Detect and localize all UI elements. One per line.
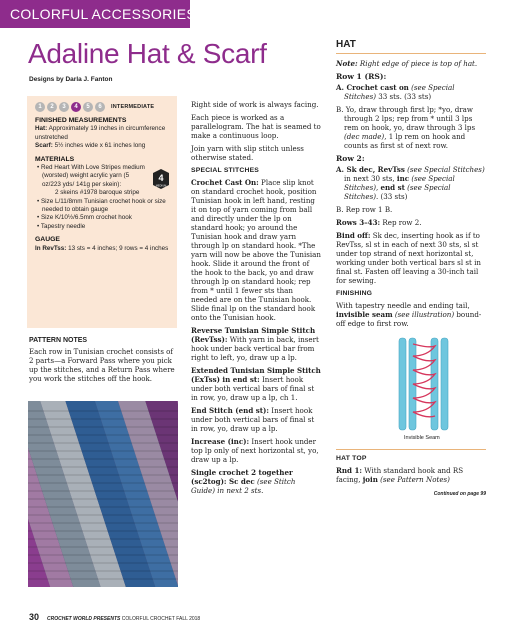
yarn-weight-icon: [151, 168, 171, 190]
pattern-notes: [29, 336, 177, 384]
materials-heading: MATERIALS: [35, 155, 75, 163]
skill-dot: 3: [59, 102, 69, 112]
intro-text: Join yarn with slip stitch unless otherwise stated.: [191, 144, 304, 162]
skill-dot-active: 4: [71, 102, 81, 112]
page-number: 30: [29, 612, 40, 622]
gauge-heading: GAUGE: [35, 236, 60, 244]
skill-dot: 5: [83, 102, 93, 112]
continued-note: Continued on page 99: [433, 491, 486, 497]
row2-step-b: B. Rep row 1 B.: [336, 205, 393, 214]
intro-text: Each piece is worked as a parallelogram. The hat is seamed to make a continuous loop.: [191, 113, 321, 140]
stitch-def: Extended Tunisian Simple Stitch (ExTss) in end st: Insert hook under both vertical bars of final st in row, yo, draw up a lp, ch 1.: [191, 366, 321, 402]
hat-heading: HAT: [336, 40, 486, 54]
scarf-photo: [28, 401, 178, 587]
stitch-def: Single crochet 2 together (sc2tog): Sc dec (see Stitch Guide) in next 2 sts.: [191, 468, 296, 495]
stitch-def: Increase (inc): Insert hook under top lp only of next horizontal st, yo, draw up a lp.: [191, 437, 319, 464]
stitch-def: Reverse Tunisian Simple Stitch (RevTss): With yarn in back, insert hook under back vertical bar from right to left, yo, draw up a lp.: [191, 326, 319, 362]
info-sidebar: [27, 96, 177, 328]
special-stitches-heading: SPECIAL STITCHES: [191, 167, 260, 174]
material-item: • Size L/11/8mm Tunisian crochet hook or size needed to obtain gauge: [37, 197, 166, 214]
skill-dot: 6: [95, 102, 105, 112]
intro-text: Right side of work is always facing.: [191, 100, 319, 109]
stitch-def: Crochet Cast On: Place slip knot on standard crochet hook, position Tunisian hook in left hand, resting it on top of yarn coming from ball and directly under the lp on standard hook; yo around the Tunisian hook and draw yarn through lp on standard hook. *The yarn will now be above the Tunisian hook. Slide it around the front of the hook to the back, yo and draw through lp on standard hook; rep from * until 1 fewer sts than needed are on the Tunisian hook. Slide final lp on the standard hook onto the Tunisian hook.: [191, 178, 321, 322]
row1-step-b: B. Yo, draw through first lp; *yo, draw through 2 lps; rep from * until 3 lps rem on hook, yo, draw through 3 lps (dec made), 1 lp rem on hook and counts as first st of next row.: [336, 105, 476, 150]
finished-heading: FINISHED MEASUREMENTS: [35, 117, 127, 124]
divider: [336, 449, 486, 450]
skill-level: [35, 102, 171, 112]
svg-text:4: 4: [158, 173, 164, 184]
bind-off: Bind off: Sk dec, inserting hook as if to RevTss, sl st in each of next 30 sts, sl st under top strand of next horizontal st, working under both vertical bars sl st in final st. Fasten off leaving a 30-inch tail for sewing.: [336, 231, 481, 285]
hat-note: Note: Right edge of piece is top of hat.: [336, 59, 478, 68]
invisible-seam-illustration: [391, 336, 461, 432]
pattern-notes-heading: PATTERN NOTES: [29, 337, 88, 344]
material-item: 2 skeins #1978 baroque stripe: [55, 189, 140, 197]
finishing-heading: FINISHING: [336, 290, 373, 297]
publication-line: CROCHET WORLD PRESENTS COLORFUL CROCHET FALL 2018: [47, 616, 201, 622]
page-footer: [29, 612, 200, 622]
material-item: • Red Heart With Love Stripes medium (worsted) weight acrylic yarn (5 oz/223 yds/ 141g per skein):: [37, 164, 145, 188]
rnd1-text: Rnd 1: With standard hook and RS facing, join (see Pattern Notes): [336, 466, 464, 484]
skill-dot: 1: [35, 102, 45, 112]
skill-label: INTERMEDIATE: [111, 103, 155, 110]
row2-heading: Row 2:: [336, 154, 365, 163]
row2-step-a: A. Sk dec, RevTss (see Special Stitches) in next 30 sts, inc (see Special Stitches), end st (see Special Stitches). (33 sts): [336, 165, 485, 201]
hat-top-heading: HAT TOP: [336, 455, 367, 462]
instructions-column-3: [336, 40, 486, 499]
row1-step-a: A. Crochet cast on (see Special Stitches) 33 sts. (33 sts): [336, 83, 455, 101]
svg-text:MEDIUM: MEDIUM: [155, 184, 167, 188]
scarf-measurement: Scarf: 5½ inches wide x 61 inches long: [35, 142, 146, 150]
instructions-column-2: [191, 100, 321, 499]
row1-heading: Row 1 (RS):: [336, 72, 387, 81]
pattern-notes-text: Each row in Tunisian crochet consists of 2 parts—a Forward Pass where you pick up the stitches, and a Return Pass where you work the stitches off the hook.: [29, 348, 175, 383]
finishing-text: With tapestry needle and ending tail, invisible seam (see illustration) bound-off edge to first row.: [336, 301, 482, 328]
material-item: • Tapestry needle: [37, 222, 86, 230]
material-item: • Size K/10½/6.5mm crochet hook: [37, 214, 132, 222]
hat-measurement: Hat: Approximately 19 inches in circumference unstretched: [35, 125, 166, 141]
rows-3-43: Rows 3–43: Rep row 2.: [336, 218, 422, 227]
designer-credit: Designs by Darla J. Fanton: [29, 76, 113, 83]
seam-caption: Invisible Seam: [404, 435, 440, 441]
page-title: Adaline Hat & Scarf: [28, 38, 267, 69]
section-banner: COLORFUL ACCESSORIES: [0, 0, 190, 28]
gauge-text: In RevTss: 13 sts = 4 inches; 9 rows = 4 inches: [35, 244, 169, 252]
materials-list: [35, 164, 171, 231]
skill-dot: 2: [47, 102, 57, 112]
stitch-def: End Stitch (end st): Insert hook under both vertical bars of final st in row, yo, draw up a lp.: [191, 406, 315, 433]
